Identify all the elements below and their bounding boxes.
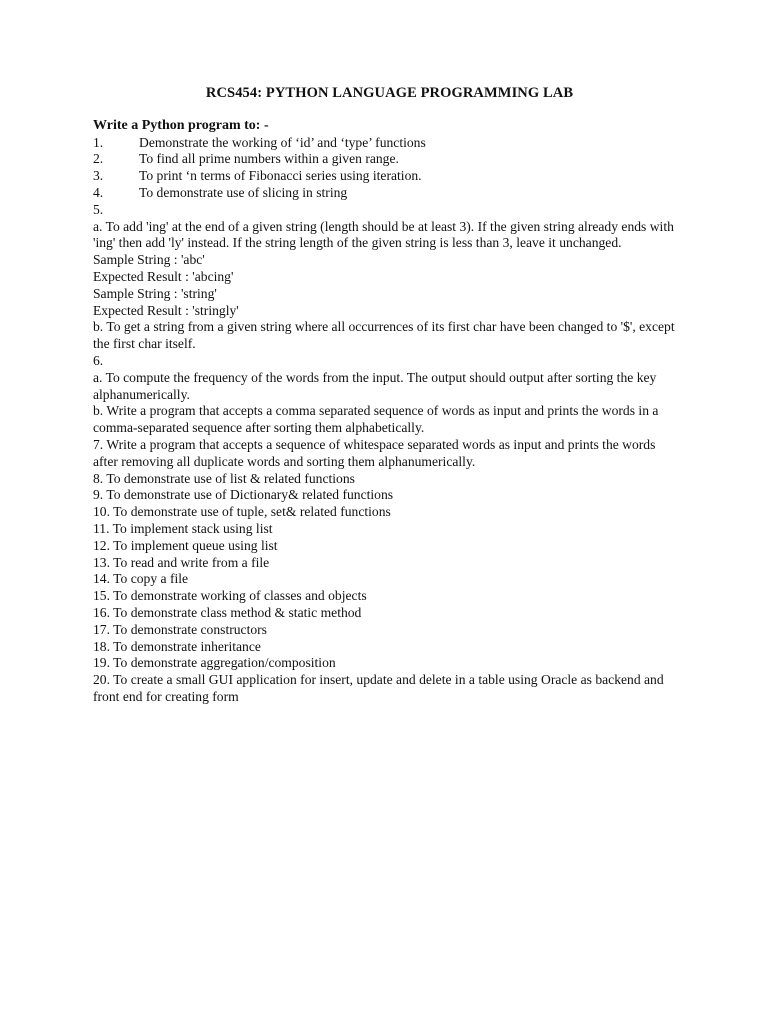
item-number: 1. <box>93 134 104 150</box>
item-number: 2. <box>93 151 104 167</box>
sample-line: Expected Result : 'abcing' <box>93 268 234 284</box>
list-item: 8. To demonstrate use of list & related functions <box>93 470 355 486</box>
list-item: 13. To read and write from a file <box>93 554 270 570</box>
list-item: 9. To demonstrate use of Dictionary& related functions <box>93 487 394 503</box>
sample-line: Sample String : 'string' <box>93 285 217 301</box>
item-6b-text: b. Write a program that accepts a comma separated sequence of words as input and prints the words in a comma-separated sequence after sorting them alphabetically. <box>93 403 659 436</box>
item-5b-text: b. To get a string from a given string where all occurrences of its first char have been changed to '$', except the first char itself. <box>93 319 675 352</box>
item-text: To print ‘n terms of Fibonacci series using iteration. <box>139 168 422 184</box>
item-number: 4. <box>93 184 104 200</box>
list-item <box>93 135 683 152</box>
item-6-number: 6. <box>93 352 104 368</box>
list-item <box>93 151 683 168</box>
item-7-text: 7. Write a program that accepts a sequence of whitespace separated words as input and prints the words after removing all duplicate words and sorting them alphanumerically. <box>93 436 656 469</box>
document-page <box>93 85 683 706</box>
list-item: 17. To demonstrate constructors <box>93 621 267 637</box>
item-text: To demonstrate use of slicing in string <box>139 184 348 200</box>
list-item: 19. To demonstrate aggregation/composition <box>93 655 336 671</box>
item-text: Demonstrate the working of ‘id’ and ‘type’ functions <box>139 134 426 150</box>
item-text: To find all prime numbers within a given range. <box>139 151 399 167</box>
item-5-number: 5. <box>93 201 104 217</box>
item-number: 3. <box>93 168 104 184</box>
page-title: RCS454: PYTHON LANGUAGE PROGRAMMING LAB <box>205 85 574 101</box>
sample-line: Sample String : 'abc' <box>93 252 205 268</box>
list-item <box>93 185 683 202</box>
item-5a-text: a. To add 'ing' at the end of a given string (length should be at least 3). If the given string already ends with 'ing' then add 'ly' instead. If the string length of the given string is less than 3, leave it unchanged. <box>93 218 674 251</box>
list-item: 16. To demonstrate class method & static method <box>93 604 362 620</box>
list-item: 18. To demonstrate inheritance <box>93 638 261 654</box>
list-item: 10. To demonstrate use of tuple, set& related functions <box>93 504 391 520</box>
list-item: 11. To implement stack using list <box>93 520 273 536</box>
sample-line: Expected Result : 'stringly' <box>93 302 239 318</box>
intro-heading: Write a Python program to: - <box>93 117 269 133</box>
item-20-text: 20. To create a small GUI application for insert, update and delete in a table using Oracle as backend and front end for creating form <box>93 672 664 704</box>
list-item: 12. To implement queue using list <box>93 537 278 553</box>
list-item: 14. To copy a file <box>93 571 189 587</box>
item-6a-text: a. To compute the frequency of the words from the input. The output should output after sorting the key alphanumerically. <box>93 369 657 402</box>
list-item <box>93 168 683 185</box>
list-item: 15. To demonstrate working of classes and objects <box>93 588 367 604</box>
